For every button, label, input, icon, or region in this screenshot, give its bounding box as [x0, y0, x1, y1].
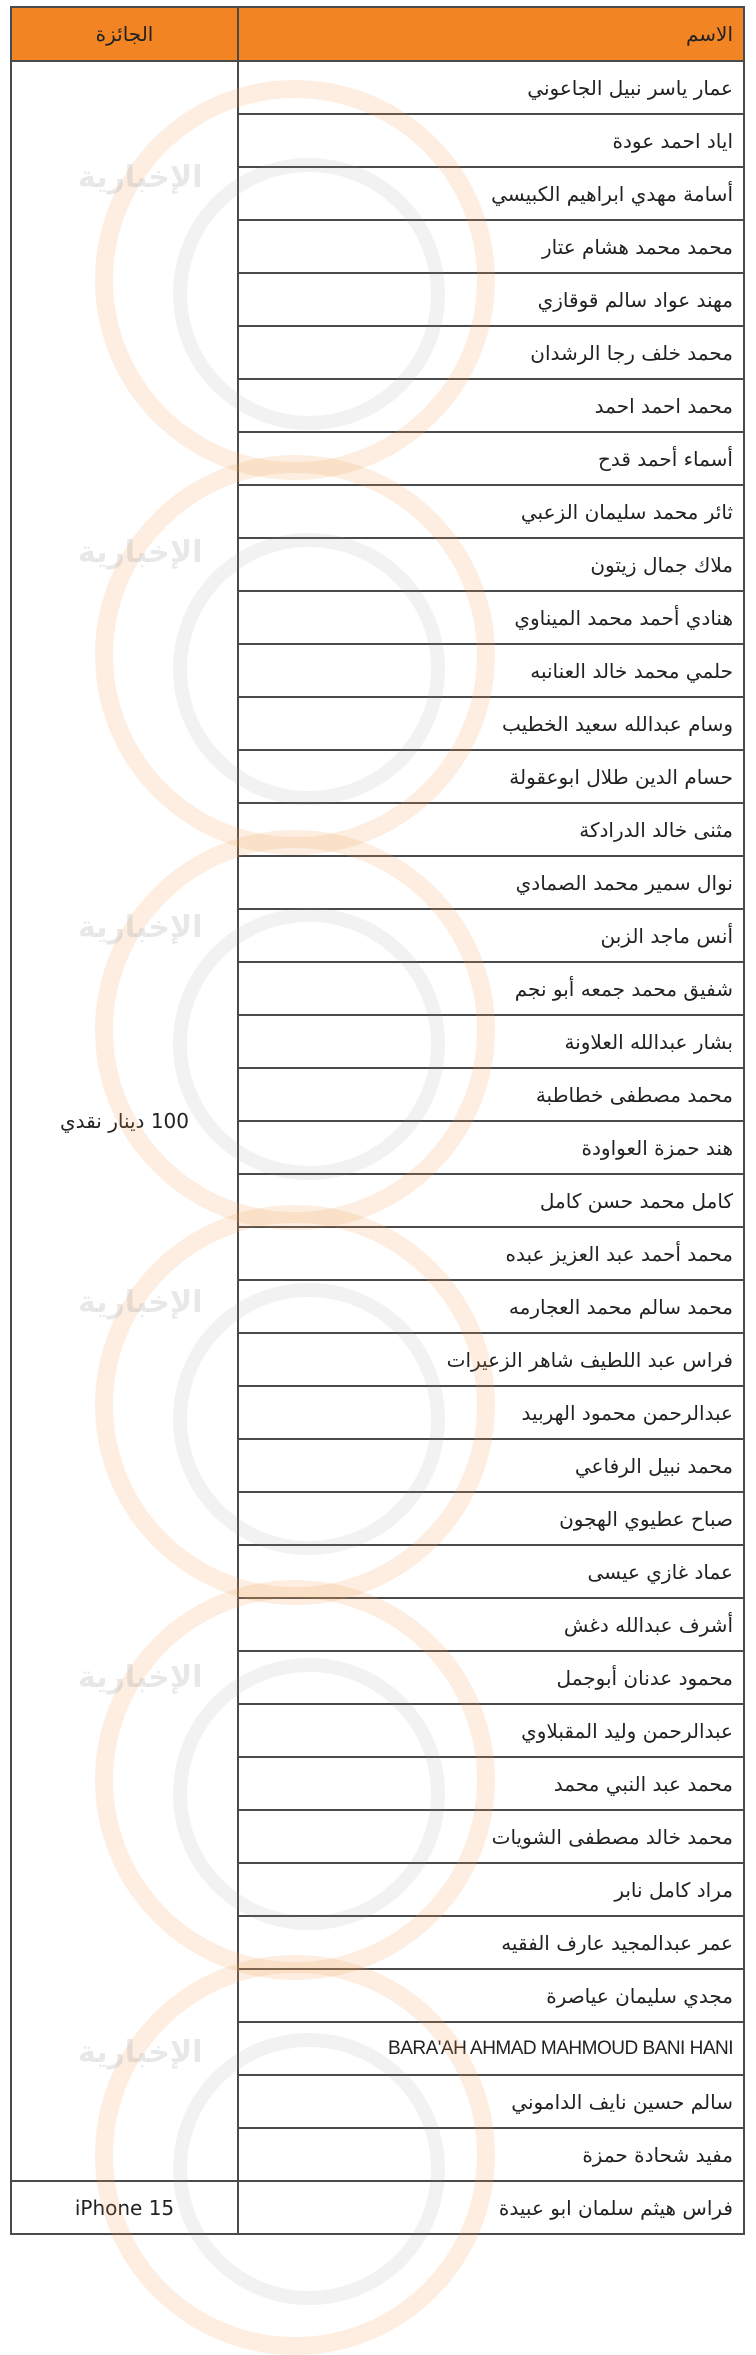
winner-name: فراس عبد اللطيف شاهر الزعيرات [238, 1333, 744, 1386]
winner-name: محمد سالم محمد العجارمه [238, 1280, 744, 1333]
winner-name: اياد احمد عودة [238, 114, 744, 167]
winner-name: سالم حسين نايف الداموني [238, 2075, 744, 2128]
winner-name: عمار ياسر نبيل الجاعوني [238, 61, 744, 114]
winner-name: ملاك جمال زيتون [238, 538, 744, 591]
winner-name: صباح عطيوي الهجون [238, 1492, 744, 1545]
prize-cell: 100 دينار نقدي [11, 61, 238, 2181]
winner-name: BARA'AH AHMAD MAHMOUD BANI HANI [238, 2022, 744, 2075]
watermark-text: الإخبارية [78, 1285, 203, 1320]
header-prize: الجائزة [11, 7, 238, 61]
winner-name: هنادي أحمد محمد الميناوي [238, 591, 744, 644]
table-body [11, 61, 744, 2234]
winner-name: أسماء أحمد قدح [238, 432, 744, 485]
table-header-row [11, 7, 744, 61]
winner-name: حلمي محمد خالد العنانبه [238, 644, 744, 697]
winner-name: عماد غازي عيسى [238, 1545, 744, 1598]
winner-name: محمد أحمد عبد العزيز عبده [238, 1227, 744, 1280]
winner-name: محمد خالد مصطفى الشويات [238, 1810, 744, 1863]
table-row [11, 2181, 744, 2234]
winner-name: عمر عبدالمجيد عارف الفقيه [238, 1916, 744, 1969]
winner-name: كامل محمد حسن كامل [238, 1174, 744, 1227]
winner-name: محمود عدنان أبوجمل [238, 1651, 744, 1704]
winner-name: محمد خلف رجا الرشدان [238, 326, 744, 379]
winner-name: مجدي سليمان عياصرة [238, 1969, 744, 2022]
winner-name: هند حمزة العواودة [238, 1121, 744, 1174]
winner-name: فراس هيثم سلمان ابو عبيدة [238, 2181, 744, 2234]
winner-name: محمد نبيل الرفاعي [238, 1439, 744, 1492]
winner-name: محمد احمد احمد [238, 379, 744, 432]
watermark-text: الإخبارية [78, 160, 203, 195]
winner-name: محمد مصطفى خطاطبة [238, 1068, 744, 1121]
winner-name: محمد عبد النبي محمد [238, 1757, 744, 1810]
winner-name: عبدالرحمن محمود الهربيد [238, 1386, 744, 1439]
winner-name: شفيق محمد جمعه أبو نجم [238, 962, 744, 1015]
winner-name: حسام الدين طلال ابوعقولة [238, 750, 744, 803]
prize-cell: iPhone 15 [11, 2181, 238, 2234]
header-name: الاسم [238, 7, 744, 61]
winner-name: مثنى خالد الدرادكة [238, 803, 744, 856]
winner-name: عبدالرحمن وليد المقبلاوي [238, 1704, 744, 1757]
winner-name: مفيد شحادة حمزة [238, 2128, 744, 2181]
winners-table [10, 6, 745, 2235]
winner-name: محمد محمد هشام عتار [238, 220, 744, 273]
winner-name: ثائر محمد سليمان الزعبي [238, 485, 744, 538]
watermark-text: الإخبارية [78, 910, 203, 945]
winner-name: مهند عواد سالم قوقازي [238, 273, 744, 326]
winner-name: وسام عبدالله سعيد الخطيب [238, 697, 744, 750]
winner-name: مراد كامل نابر [238, 1863, 744, 1916]
winner-name: أشرف عبدالله دغش [238, 1598, 744, 1651]
table-row [11, 61, 744, 114]
winner-name: أنس ماجد الزبن [238, 909, 744, 962]
watermark-text: الإخبارية [78, 1660, 203, 1695]
winner-name: بشار عبدالله العلاونة [238, 1015, 744, 1068]
watermark-text: الإخبارية [78, 2035, 203, 2070]
watermark-text: الإخبارية [78, 535, 203, 570]
winner-name: أسامة مهدي ابراهيم الكبيسي [238, 167, 744, 220]
winner-name: نوال سمير محمد الصمادي [238, 856, 744, 909]
